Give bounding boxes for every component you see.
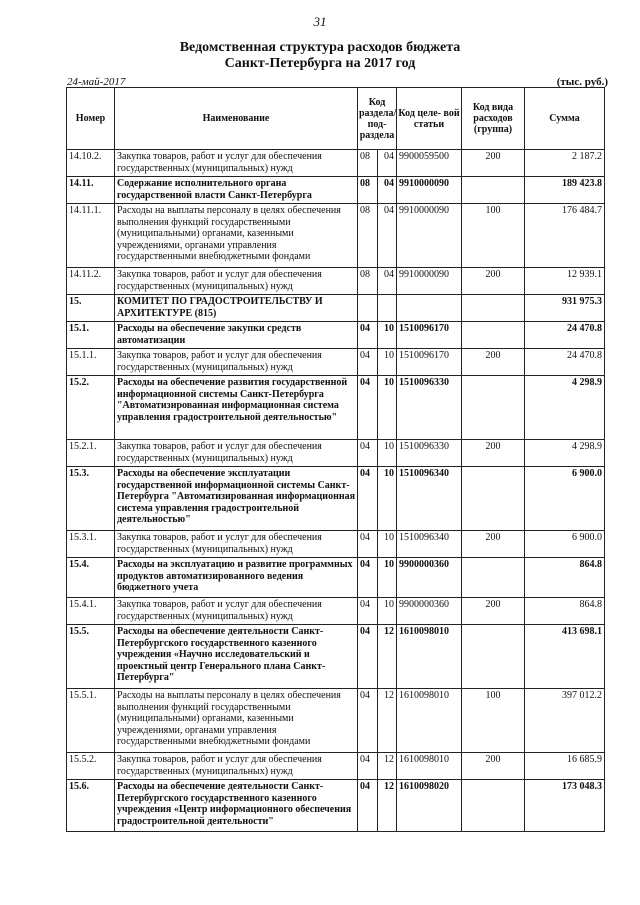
table-row bbox=[67, 780, 605, 832]
row-name: Расходы на обеспечение деятельности Санкт-Петербургского государственного казенного учреждения «Научно исследовательский и проектный центр Генерального плана Санкт-Петербурга" bbox=[115, 625, 358, 689]
row-number: 15.3. bbox=[67, 467, 115, 531]
row-number: 15.5.2. bbox=[67, 753, 115, 780]
row-name: Расходы на обеспечение развития государственной информационной системы Санкт-Петербурга "Автоматизированная информационная система управления градостроительной деятельностью" bbox=[115, 376, 358, 440]
row-article: 1610098010 bbox=[397, 625, 462, 689]
row-name: Закупка товаров, работ и услуг для обеспечения государственных (муниципальных) нужд bbox=[115, 268, 358, 295]
row-expense-type: 100 bbox=[462, 204, 525, 268]
row-article: 1510096330 bbox=[397, 376, 462, 440]
row-subsection: 10 bbox=[378, 598, 397, 625]
header-article: Код целе- вой статьи bbox=[397, 88, 462, 150]
row-subsection: 12 bbox=[378, 780, 397, 832]
row-number: 15.5. bbox=[67, 625, 115, 689]
table-row bbox=[67, 376, 605, 440]
row-section: 04 bbox=[358, 558, 378, 598]
row-expense-type: 100 bbox=[462, 689, 525, 753]
row-subsection: 12 bbox=[378, 689, 397, 753]
row-name: Содержание исполнительного органа государственной власти Санкт-Петербурга bbox=[115, 177, 358, 204]
row-expense-type: 200 bbox=[462, 268, 525, 295]
header-type: Код вида расходов (группа) bbox=[462, 88, 525, 150]
row-sum: 931 975.3 bbox=[525, 295, 605, 322]
row-expense-type bbox=[462, 625, 525, 689]
row-expense-type: 200 bbox=[462, 440, 525, 467]
row-article: 9900059500 bbox=[397, 150, 462, 177]
row-number: 15.4. bbox=[67, 558, 115, 598]
row-subsection: 10 bbox=[378, 440, 397, 467]
row-expense-type bbox=[462, 295, 525, 322]
header-sum: Сумма bbox=[525, 88, 605, 150]
table-row bbox=[67, 753, 605, 780]
document-date: 24-май-2017 bbox=[67, 76, 126, 88]
table-row bbox=[67, 322, 605, 349]
row-subsection: 04 bbox=[378, 204, 397, 268]
title-line-1: Ведомственная структура расходов бюджета bbox=[179, 40, 461, 55]
row-section bbox=[358, 295, 378, 322]
row-subsection: 04 bbox=[378, 268, 397, 295]
row-name: Расходы на обеспечение эксплуатации государственной информационной системы Санкт-Петербурга "Автоматизированная информационная система управления градостроительной деятельностью" bbox=[115, 467, 358, 531]
row-name: Расходы на обеспечение закупки средств автоматизации bbox=[115, 322, 358, 349]
row-subsection: 12 bbox=[378, 753, 397, 780]
row-name: Закупка товаров, работ и услуг для обеспечения государственных (муниципальных) нужд bbox=[115, 349, 358, 376]
row-article: 1610098010 bbox=[397, 753, 462, 780]
document-title bbox=[0, 40, 640, 72]
table-row bbox=[67, 598, 605, 625]
row-article: 1510096170 bbox=[397, 322, 462, 349]
row-number: 14.11.1. bbox=[67, 204, 115, 268]
row-expense-type bbox=[462, 780, 525, 832]
row-number: 15.1. bbox=[67, 322, 115, 349]
row-section: 04 bbox=[358, 376, 378, 440]
row-article: 1510096340 bbox=[397, 531, 462, 558]
row-sum: 6 900.0 bbox=[525, 531, 605, 558]
row-article: 9910000090 bbox=[397, 268, 462, 295]
row-section: 04 bbox=[358, 349, 378, 376]
row-sum: 16 685.9 bbox=[525, 753, 605, 780]
row-section: 08 bbox=[358, 268, 378, 295]
header-name: Наименование bbox=[115, 88, 358, 150]
row-expense-type bbox=[462, 177, 525, 204]
row-section: 04 bbox=[358, 440, 378, 467]
row-article: 1510096330 bbox=[397, 440, 462, 467]
row-sum: 4 298.9 bbox=[525, 376, 605, 440]
row-name: Расходы на обеспечение деятельности Санкт-Петербургского государственного казенного учреждения «Центр информационного обеспечения градостроительной деятельности" bbox=[115, 780, 358, 832]
row-number: 14.11.2. bbox=[67, 268, 115, 295]
row-sum: 413 698.1 bbox=[525, 625, 605, 689]
row-name: Расходы на выплаты персоналу в целях обеспечения выполнения функций государственными (муниципальными) органами, казенными учреждениями, органами управления государственными внебюджетными фондами bbox=[115, 204, 358, 268]
row-expense-type: 200 bbox=[462, 349, 525, 376]
row-article: 1610098020 bbox=[397, 780, 462, 832]
row-name: Закупка товаров, работ и услуг для обеспечения государственных (муниципальных) нужд bbox=[115, 598, 358, 625]
table-row bbox=[67, 349, 605, 376]
row-number: 15.2. bbox=[67, 376, 115, 440]
row-sum: 4 298.9 bbox=[525, 440, 605, 467]
row-sum: 864.8 bbox=[525, 558, 605, 598]
row-name: Закупка товаров, работ и услуг для обеспечения государственных (муниципальных) нужд bbox=[115, 531, 358, 558]
table-row bbox=[67, 177, 605, 204]
row-section: 04 bbox=[358, 598, 378, 625]
table-row bbox=[67, 295, 605, 322]
row-sum: 24 470.8 bbox=[525, 349, 605, 376]
row-number: 15.6. bbox=[67, 780, 115, 832]
row-subsection: 10 bbox=[378, 322, 397, 349]
row-name: Расходы на выплаты персоналу в целях обеспечения выполнения функций государственными (муниципальными) органами, казенными учреждениями, органами управления государственными внебюджетными фондами bbox=[115, 689, 358, 753]
row-number: 14.10.2. bbox=[67, 150, 115, 177]
row-section: 08 bbox=[358, 150, 378, 177]
row-article: 1610098010 bbox=[397, 689, 462, 753]
row-subsection: 10 bbox=[378, 349, 397, 376]
budget-table bbox=[66, 87, 605, 832]
row-subsection: 10 bbox=[378, 376, 397, 440]
row-name: Закупка товаров, работ и услуг для обеспечения государственных (муниципальных) нужд bbox=[115, 150, 358, 177]
row-article: 9910000090 bbox=[397, 204, 462, 268]
row-article: 1510096340 bbox=[397, 467, 462, 531]
row-subsection: 10 bbox=[378, 467, 397, 531]
table-row bbox=[67, 268, 605, 295]
row-sum: 6 900.0 bbox=[525, 467, 605, 531]
row-expense-type bbox=[462, 376, 525, 440]
table-row bbox=[67, 467, 605, 531]
table-body bbox=[67, 150, 605, 832]
row-expense-type: 200 bbox=[462, 753, 525, 780]
row-expense-type bbox=[462, 322, 525, 349]
table-row bbox=[67, 558, 605, 598]
row-section: 08 bbox=[358, 204, 378, 268]
row-name: Закупка товаров, работ и услуг для обеспечения государственных (муниципальных) нужд bbox=[115, 753, 358, 780]
row-article: 9900000360 bbox=[397, 598, 462, 625]
row-expense-type: 200 bbox=[462, 531, 525, 558]
title-line-2: Санкт-Петербурга на 2017 год bbox=[224, 56, 416, 71]
row-article: 9900000360 bbox=[397, 558, 462, 598]
row-section: 04 bbox=[358, 625, 378, 689]
row-subsection: 10 bbox=[378, 558, 397, 598]
table-row bbox=[67, 204, 605, 268]
row-expense-type bbox=[462, 467, 525, 531]
row-sum: 176 484.7 bbox=[525, 204, 605, 268]
header-number: Номер bbox=[67, 88, 115, 150]
row-subsection bbox=[378, 295, 397, 322]
row-section: 04 bbox=[358, 753, 378, 780]
row-sum: 12 939.1 bbox=[525, 268, 605, 295]
row-name: Расходы на эксплуатацию и развитие программных продуктов автоматизированного ведения бюджетного учета bbox=[115, 558, 358, 598]
row-subsection: 12 bbox=[378, 625, 397, 689]
row-sum: 397 012.2 bbox=[525, 689, 605, 753]
row-article: 1510096170 bbox=[397, 349, 462, 376]
row-expense-type: 200 bbox=[462, 150, 525, 177]
row-number: 14.11. bbox=[67, 177, 115, 204]
row-sum: 24 470.8 bbox=[525, 322, 605, 349]
row-number: 15.4.1. bbox=[67, 598, 115, 625]
table-row bbox=[67, 689, 605, 753]
row-section: 04 bbox=[358, 322, 378, 349]
row-number: 15.5.1. bbox=[67, 689, 115, 753]
row-sum: 2 187.2 bbox=[525, 150, 605, 177]
page-number: 31 bbox=[313, 14, 327, 29]
table-row bbox=[67, 625, 605, 689]
row-section: 04 bbox=[358, 467, 378, 531]
row-section: 04 bbox=[358, 531, 378, 558]
header-section: Код раздела/ под- раздела bbox=[358, 88, 397, 150]
row-section: 04 bbox=[358, 780, 378, 832]
row-subsection: 04 bbox=[378, 150, 397, 177]
row-subsection: 04 bbox=[378, 177, 397, 204]
table-row bbox=[67, 150, 605, 177]
row-expense-type: 200 bbox=[462, 598, 525, 625]
row-subsection: 10 bbox=[378, 531, 397, 558]
row-name: Закупка товаров, работ и услуг для обеспечения государственных (муниципальных) нужд bbox=[115, 440, 358, 467]
row-name: КОМИТЕТ ПО ГРАДОСТРОИТЕЛЬСТВУ И АРХИТЕКТУРЕ (815) bbox=[115, 295, 358, 322]
row-expense-type bbox=[462, 558, 525, 598]
row-number: 15.1.1. bbox=[67, 349, 115, 376]
row-section: 08 bbox=[358, 177, 378, 204]
row-number: 15.2.1. bbox=[67, 440, 115, 467]
header-row bbox=[67, 88, 605, 150]
units-label: (тыс. руб.) bbox=[556, 76, 608, 88]
row-article: 9910000090 bbox=[397, 177, 462, 204]
table-row bbox=[67, 440, 605, 467]
row-sum: 173 048.3 bbox=[525, 780, 605, 832]
table-row bbox=[67, 531, 605, 558]
row-section: 04 bbox=[358, 689, 378, 753]
row-number: 15.3.1. bbox=[67, 531, 115, 558]
row-sum: 189 423.8 bbox=[525, 177, 605, 204]
row-number: 15. bbox=[67, 295, 115, 322]
row-sum: 864.8 bbox=[525, 598, 605, 625]
row-article bbox=[397, 295, 462, 322]
